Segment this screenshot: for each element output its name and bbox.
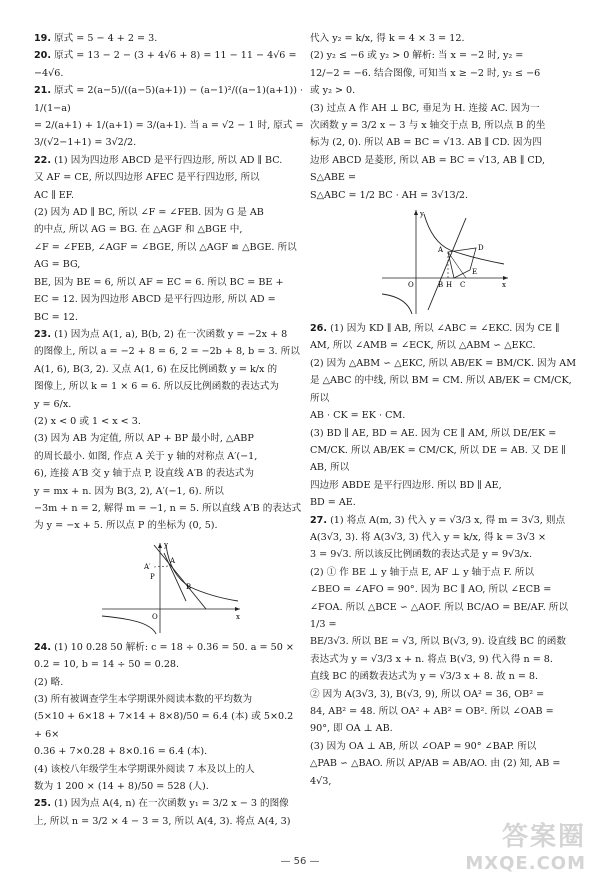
line-text: (1) 10 0.28 50 解析: c = 18 ÷ 0.36 = 50. a = 50 × <box>54 641 294 653</box>
fig2-label-x: x <box>502 281 506 290</box>
text-line <box>310 65 580 82</box>
line-text: 的中点, 所以 AG = BG. 在 △AGF 和 △BGE 中, <box>34 224 243 236</box>
line-text: (2) 因为 AD ∥ BC, 所以 ∠F = ∠FEB. 因为 G 是 AB <box>34 207 264 219</box>
text-line <box>310 477 580 494</box>
text-line <box>310 703 580 720</box>
text-line <box>34 221 304 238</box>
text-line <box>310 47 580 64</box>
line-text: (5×10 + 6×18 + 7×14 + 8×8)/50 = 6.4 (本) 或 5×0.2 + 6× <box>34 711 294 740</box>
line-text: (4) 该校八年级学生本学期课外阅读 7 本及以上的人 <box>34 763 255 775</box>
text-line <box>34 448 304 465</box>
text-line <box>34 117 304 134</box>
text-line <box>34 465 304 482</box>
line-text: 表达式为 y = √3/3 x + n. 将点 B(√3, 9) 代入得 n = 8. <box>310 653 553 665</box>
text-line <box>34 674 304 691</box>
line-text: 数为 1 200 × (14 + 8)/50 = 528 (人). <box>34 781 209 793</box>
fig2-label-C: C <box>460 281 466 290</box>
text-line <box>34 795 304 812</box>
text-line <box>310 564 580 581</box>
line-text: ∠BEO = ∠AFO = 90°. 因为 BC ∥ AO, 所以 ∠ECB = <box>310 584 552 596</box>
line-text: (3) BD ∥ AE, BD = AE. 因为 CE ∥ AM, 所以 DE/EK = <box>310 427 557 439</box>
figure-23 <box>94 539 244 635</box>
left-top-block <box>34 30 304 535</box>
text-line <box>310 494 580 511</box>
line-text: 边形 ABCD 是菱形, 所以 AB = BC = √13, AB ∥ CD, S△ABE = <box>310 154 546 184</box>
line-text: (3) 过点 A 作 AH ⊥ BC, 垂足为 H. 连接 AC. 因为一 <box>310 102 540 114</box>
text-line <box>310 633 580 650</box>
line-text: AC ∥ EF. <box>34 189 75 201</box>
fig1-label-O: O <box>152 612 158 621</box>
fig2-label-A: A <box>438 246 444 255</box>
line-text: A(1, 6), B(3, 2). 又点 A(1, 6) 在反比例函数 y = k/x 的 <box>34 363 278 375</box>
watermark-line2: MXQE.COM <box>465 853 586 874</box>
text-line <box>34 708 304 743</box>
text-line <box>34 291 304 308</box>
question-number: 20. <box>34 50 51 62</box>
text-line <box>34 517 304 534</box>
line-text: BE, 因为 BE = 6, 所以 AF = EC = 6. 所以 BC = BE + <box>34 276 284 288</box>
text-line <box>310 546 580 563</box>
text-line <box>34 761 304 778</box>
fig1-label-B: B <box>186 582 192 591</box>
line-text: (1) 因为 KD ∥ AB, 所以 ∠ABC = ∠EKC. 因为 CE ∥ <box>330 323 560 335</box>
line-text: A(3√3, 3). 将 A(3√3, 3) 代入 y = k/x, 得 k = 3√3 × <box>310 531 547 543</box>
line-text: 代入 y₂ = k/x, 得 k = 4 × 3 = 12. <box>310 33 465 44</box>
text-line <box>34 361 304 378</box>
line-text: 上, 所以 n = 3/2 × 4 − 3 = 3, 所以 A(4, 3). 将点 A(4, 3) <box>34 815 291 827</box>
line-text: 0.2 = 10, b = 14 ÷ 50 = 0.28. <box>34 659 180 671</box>
line-text: △PAB ∽ △BAO. 所以 AP/AB = AB/AO. 由 (2) 知, AB = 4√3, <box>310 758 561 787</box>
text-line <box>34 413 304 430</box>
text-line <box>310 30 580 47</box>
text-line <box>34 239 304 256</box>
question-number: 21. <box>34 85 51 97</box>
line-text: BE/3√3. 所以 BE = √3, 所以 B(√3, 9). 设直线 BC 的函数 <box>310 636 566 648</box>
line-text: 或 y₂ > 0. <box>310 85 356 97</box>
line-text: −3m + n = 2, 解得 m = −1, n = 5. 所以直线 A′B 的表达式 <box>34 502 302 514</box>
line-text: (3) 因为 OA ⊥ AB, 所以 ∠OAP = 90° ∠BAP. 所以 <box>310 740 537 752</box>
fig1-label-y: y <box>164 540 168 549</box>
text-line <box>310 407 580 424</box>
line-text: (2) 略. <box>34 676 64 688</box>
text-line <box>34 256 304 273</box>
text-line <box>34 639 304 656</box>
text-line <box>34 274 304 291</box>
line-text: 图像上, 所以 k = 1 × 6 = 6. 所以反比例函数的表达式为 <box>34 381 279 393</box>
line-text: S△ABC = 1/2 BC · AH = 3√13/2. <box>310 189 469 201</box>
text-line <box>34 500 304 517</box>
text-line <box>34 187 304 204</box>
text-line <box>310 442 580 477</box>
fig2-label-H: H <box>446 281 453 290</box>
text-line <box>34 326 304 343</box>
fig2-label-B: B <box>438 281 444 290</box>
fig2-label-E: E <box>472 268 478 277</box>
text-line <box>34 378 304 395</box>
line-text: 0.36 + 7×0.28 + 8×0.16 = 6.4 (本). <box>34 746 208 758</box>
line-text: ∠FOA. 所以 △BCE ∽ △AOF. 所以 BC/AO = BE/AF. 所以 1/3 = <box>310 601 568 630</box>
text-line <box>310 738 580 755</box>
line-text: (1) 因为点 A(4, n) 在一次函数 y₁ = 3/2 x − 3 的图像 <box>54 798 289 810</box>
line-text: EC = 12. 因为四边形 ABCD 是平行四边形, 所以 AD = <box>34 294 276 306</box>
text-line <box>34 813 304 830</box>
line-text: (2) ① 作 BE ⊥ y 轴于点 E, AF ⊥ y 轴于点 F. 所以 <box>310 566 534 578</box>
line-text: ② 因为 A(3√3, 3), B(√3, 9), 所以 OA² = 36, OB² = <box>310 688 545 700</box>
line-text: AM, 所以 ∠AMB = ∠ECK, 所以 △ABM ∽ △EKC. <box>310 340 536 352</box>
line-text: (1) 因为点 A(1, a), B(b, 2) 在一次函数 y = −2x + 8 <box>54 328 288 340</box>
text-line <box>34 134 304 151</box>
text-line <box>310 720 580 737</box>
text-line <box>310 152 580 187</box>
line-text: 3/(√2−1+1) = 3√2/2. <box>34 137 137 149</box>
text-line <box>310 355 580 372</box>
line-text: (2) y₂ ≤ −6 或 y₂ > 0 解析: 当 x = −2 时, y₂ = <box>310 50 524 62</box>
line-text: 3 = 9√3. 所以该反比例函数的表达式是 y = 9√3/x. <box>310 549 533 561</box>
text-line <box>310 134 580 151</box>
text-line <box>34 204 304 221</box>
text-line <box>34 47 304 82</box>
right-top-block <box>310 30 580 204</box>
right-bottom-block <box>310 320 580 790</box>
text-line <box>310 117 580 134</box>
fig2-label-y: y <box>420 210 424 219</box>
watermark <box>465 816 586 874</box>
text-line <box>34 396 304 413</box>
question-number: 25. <box>34 798 51 810</box>
line-text: ∠F = ∠FEB, ∠AGF = ∠BGE, 所以 △AGF ≌ △BGE. 所以 <box>34 241 297 253</box>
line-text: (1) 因为四边形 ABCD 是平行四边形, 所以 AD ∥ BC. <box>54 154 283 166</box>
text-line <box>310 82 580 99</box>
line-text: 为 y = −x + 5. 所以点 P 的坐标为 (0, 5). <box>34 520 218 532</box>
line-text: 又 AF = CE, 所以四边形 AFEC 是平行四边形, 所以 <box>34 172 260 184</box>
line-text: (3) 所有被调查学生本学期课外阅读本数的平均数为 <box>34 694 253 705</box>
text-line <box>310 100 580 117</box>
text-line <box>310 425 580 442</box>
text-line <box>34 169 304 186</box>
line-text: 次函数 y = 3/2 x − 3 与 x 轴交于点 B, 所以点 B 的坐 <box>310 120 546 132</box>
line-text: 原式 = 5 − 4 + 2 = 3. <box>54 33 158 44</box>
line-text: 原式 = 2(a−5)/((a−5)(a+1)) − (a−1)²/((a−1)(a+1)) · 1/(1−a) <box>34 85 304 114</box>
question-number: 26. <box>310 323 327 335</box>
text-line <box>34 430 304 447</box>
text-line <box>310 651 580 668</box>
text-line <box>34 152 304 169</box>
question-number: 19. <box>34 33 51 44</box>
line-text: 原式 = 13 − 2 − (3 + 4√6 + 8) = 11 − 11 − 4√6 = −4√6. <box>34 50 297 79</box>
text-line <box>34 82 304 117</box>
line-text: 的图像上, 所以 a = −2 + 8 = 6, 2 = −2b + 8, b = 3. 所以 <box>34 346 300 358</box>
right-column <box>310 30 580 790</box>
line-text: CM/CK. 所以 AB/EK = CM/CK, 所以 DE = AB. 又 DE ∥ AB, 所以 <box>310 444 566 474</box>
fig2-label-D: D <box>478 244 484 253</box>
text-line <box>34 483 304 500</box>
text-line <box>310 686 580 703</box>
line-text: 四边形 ABDE 是平行四边形. 所以 BD ∥ AE, <box>310 479 502 491</box>
fig1-label-Aprime: A′ <box>144 562 151 571</box>
text-line <box>310 755 580 790</box>
left-bottom-block <box>34 639 304 830</box>
text-line <box>34 743 304 760</box>
question-number: 24. <box>34 641 51 653</box>
line-text: 的周长最小. 如图, 作点 A 关于 y 轴的对称点 A′(−1, <box>34 450 258 462</box>
line-text: AB · CK = EK · CM. <box>310 410 406 422</box>
line-text: y = 6/x. <box>34 398 72 410</box>
left-column <box>34 30 304 830</box>
line-text: = 2/(a+1) + 1/(a+1) = 3/(a+1). 当 a = √2 − 1 时, 原式 = <box>34 120 304 132</box>
line-text: BC = 12. <box>34 311 78 323</box>
text-line <box>310 581 580 598</box>
line-text: 6), 连接 A′B 交 y 轴于点 P, 设直线 A′B 的表达式为 <box>34 468 254 480</box>
line-text: y = mx + n. 因为 B(3, 2), A′(−1, 6). 所以 <box>34 485 224 497</box>
text-line <box>310 512 580 529</box>
text-line <box>34 778 304 795</box>
text-line <box>310 337 580 354</box>
text-line <box>310 187 580 204</box>
line-text: 直线 BC 的函数表达式为 y = √3/3 x + 8. 故 n = 8. <box>310 671 539 683</box>
question-number: 22. <box>34 154 51 166</box>
page-number: — 56 — <box>280 856 320 867</box>
fig1-label-A: A <box>170 556 176 565</box>
fig1-label-P: P <box>150 572 155 581</box>
line-text: (3) 因为 AB 为定值, 所以 AP + BP 最小时, △ABP <box>34 433 254 445</box>
question-number: 27. <box>310 514 327 526</box>
question-number: 23. <box>34 328 51 340</box>
line-text: 12/−2 = −6. 结合图像, 可知当 x ≥ −2 时, y₂ ≤ −6 <box>310 67 541 79</box>
line-text: (1) 将点 A(m, 3) 代入 y = √3/3 x, 得 m = 3√3, 则点 <box>330 514 566 526</box>
fig2-label-O: O <box>408 281 414 290</box>
text-line <box>34 691 304 708</box>
figure-25 <box>380 208 510 316</box>
line-text: 是 △ABC 的中线, 所以 BM = CM. 所以 AB/EK = CM/CK, 所以 <box>310 375 572 404</box>
line-text: (2) 因为 △ABM ∽ △EKC, 所以 AB/EK = BM/CK. 因为 AM <box>310 357 577 369</box>
line-text: 标为 (2, 0). 所以 AB = BC = √13. AB ∥ CD. 因为四 <box>310 137 542 149</box>
text-line <box>34 656 304 673</box>
text-line <box>34 343 304 360</box>
text-line <box>310 320 580 337</box>
text-line <box>310 372 580 407</box>
text-line <box>310 668 580 685</box>
line-text: BD = AE. <box>310 497 356 509</box>
line-text: AG = BG, <box>34 259 81 271</box>
text-line <box>310 529 580 546</box>
line-text: (2) x < 0 或 1 < x < 3. <box>34 415 141 427</box>
fig1-label-x: x <box>236 612 240 621</box>
line-text: 84, AB² = 48. 所以 OA² + AB² = OB². 所以 ∠OAB = <box>310 706 554 717</box>
text-line <box>34 30 304 47</box>
watermark-line1: 答案圈 <box>501 822 586 852</box>
text-line <box>310 599 580 634</box>
text-line <box>34 309 304 326</box>
line-text: 90°, 即 OA ⊥ AB. <box>310 723 393 735</box>
